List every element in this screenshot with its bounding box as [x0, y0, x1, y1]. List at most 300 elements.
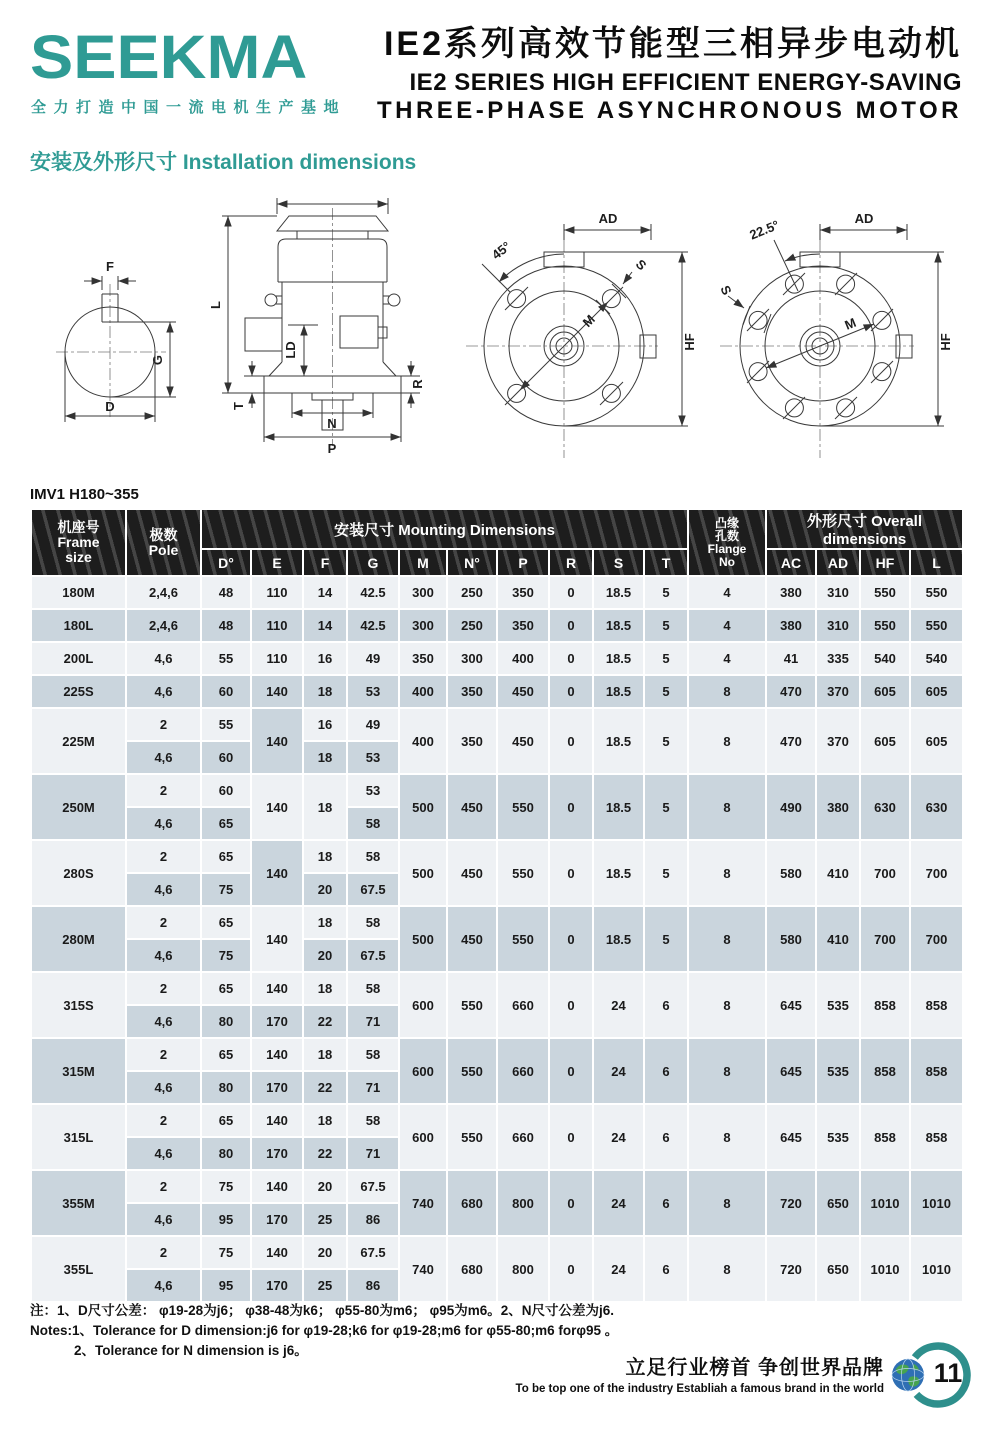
- shared-dim-cell: 24: [593, 1104, 644, 1170]
- dim-cell-g: 49: [347, 708, 399, 741]
- shared-dim-cell: 8: [688, 774, 766, 840]
- shared-dim-cell: 18.5: [593, 675, 644, 708]
- frame-size-cell: 200L: [31, 642, 126, 675]
- shaft-end-diagram: [38, 252, 188, 437]
- table-body: [31, 576, 963, 1302]
- dim-cell-f: 16: [303, 642, 347, 675]
- dim-cell-g: 67.5: [347, 873, 399, 906]
- shared-dim-cell: 740: [399, 1236, 447, 1302]
- shared-dim-cell: 0: [549, 972, 593, 1038]
- shared-dim-cell: 370: [816, 708, 860, 774]
- col-header-g: G: [347, 549, 399, 576]
- dim-label-r: R: [410, 379, 425, 389]
- shared-dim-cell: 18.5: [593, 906, 644, 972]
- dim-cell-g: 53: [347, 741, 399, 774]
- col-header-frame-size: 机座号 Frame size: [31, 509, 126, 576]
- shared-dim-cell: 535: [816, 1104, 860, 1170]
- frame-size-cell: 355M: [31, 1170, 126, 1236]
- shared-dim-cell: 400: [497, 642, 549, 675]
- shared-dim-cell: 550: [497, 906, 549, 972]
- dim-cell-d: 65: [201, 840, 251, 873]
- pole-cell: 2: [126, 840, 201, 873]
- shared-dim-cell: 858: [860, 972, 910, 1038]
- col-header-s: S: [593, 549, 644, 576]
- shared-dim-cell: 300: [399, 576, 447, 609]
- pole-cell: 2: [126, 1236, 201, 1269]
- dim-cell-g: 58: [347, 906, 399, 939]
- shared-dim-cell: 410: [816, 840, 860, 906]
- shared-dim-cell: 8: [688, 1104, 766, 1170]
- col-header-ac: AC: [766, 549, 816, 576]
- shared-dim-cell: 470: [766, 708, 816, 774]
- dim-cell-e: 140: [251, 1038, 303, 1071]
- shared-dim-cell: 550: [447, 1038, 497, 1104]
- dim-label-d: D: [105, 399, 115, 414]
- dim-label-s: S: [632, 256, 650, 274]
- shared-dim-cell: 700: [860, 840, 910, 906]
- shared-dim-cell: 8: [688, 1236, 766, 1302]
- frame-size-cell: 225S: [31, 675, 126, 708]
- dim-cell-f: 18: [303, 840, 347, 873]
- col-header-p: P: [497, 549, 549, 576]
- shared-dim-cell: 550: [447, 972, 497, 1038]
- page-number: 11: [933, 1358, 963, 1388]
- shared-dim-cell: 18.5: [593, 774, 644, 840]
- shared-dim-cell: 380: [766, 576, 816, 609]
- frame-size-cell: 315M: [31, 1038, 126, 1104]
- shared-dim-cell: 600: [399, 972, 447, 1038]
- shared-dim-cell: 8: [688, 906, 766, 972]
- shared-dim-cell: 4: [688, 642, 766, 675]
- dim-label-ad: AD: [598, 211, 618, 226]
- shared-dim-cell: 550: [497, 840, 549, 906]
- shared-dim-cell: 250: [447, 609, 497, 642]
- shared-dim-cell: 500: [399, 840, 447, 906]
- shared-dim-cell: 0: [549, 1038, 593, 1104]
- dim-cell-f: 18: [303, 1038, 347, 1071]
- shared-dim-cell: 0: [549, 774, 593, 840]
- dim-cell-g: 71: [347, 1071, 399, 1104]
- shared-dim-cell: 5: [644, 675, 688, 708]
- col-header-e: E: [251, 549, 303, 576]
- pole-cell: 2: [126, 708, 201, 741]
- dim-cell-f: 18: [303, 675, 347, 708]
- shared-dim-cell: 1010: [860, 1170, 910, 1236]
- pole-cell: 2,4,6: [126, 609, 201, 642]
- frame-size-cell: 180L: [31, 609, 126, 642]
- dim-cell-g: 53: [347, 774, 399, 807]
- shared-dim-cell: 800: [497, 1170, 549, 1236]
- company-tagline: 全力打造中国一流电机生产基地: [31, 99, 347, 116]
- dim-cell-g: 49: [347, 642, 399, 675]
- shared-dim-cell: 18.5: [593, 642, 644, 675]
- shared-dim-cell: 350: [447, 675, 497, 708]
- shared-dim-cell: 380: [816, 774, 860, 840]
- shared-dim-cell: 1010: [860, 1236, 910, 1302]
- table-row-315m-1: [31, 1038, 963, 1071]
- table-row-280m-1: [31, 906, 963, 939]
- shared-dim-cell: 4: [688, 576, 766, 609]
- shared-dim-cell: 8: [688, 675, 766, 708]
- pole-cell: 2: [126, 1104, 201, 1137]
- company-logo: SEEKMA: [30, 23, 308, 92]
- shared-dim-cell: 310: [816, 576, 860, 609]
- page-title: [377, 16, 962, 125]
- table-row-315l-1: [31, 1104, 963, 1137]
- dim-cell-f: 16: [303, 708, 347, 741]
- shared-dim-cell: 605: [910, 675, 963, 708]
- pole-cell: 2: [126, 1170, 201, 1203]
- dim-cell-f: 25: [303, 1203, 347, 1236]
- dim-label-t: T: [231, 402, 246, 410]
- dim-cell-g: 58: [347, 1038, 399, 1071]
- frame-size-cell: 180M: [31, 576, 126, 609]
- dim-cell-e: 140: [251, 774, 303, 840]
- shared-dim-cell: 24: [593, 1170, 644, 1236]
- frame-size-cell: 315S: [31, 972, 126, 1038]
- shared-dim-cell: 740: [399, 1170, 447, 1236]
- shared-dim-cell: 720: [766, 1170, 816, 1236]
- shared-dim-cell: 450: [497, 675, 549, 708]
- shared-dim-cell: 800: [497, 1236, 549, 1302]
- shared-dim-cell: 350: [447, 708, 497, 774]
- shared-dim-cell: 5: [644, 840, 688, 906]
- pole-cell: 4,6: [126, 1005, 201, 1038]
- shared-dim-cell: 535: [816, 972, 860, 1038]
- shared-dim-cell: 6: [644, 1038, 688, 1104]
- shared-dim-cell: 450: [447, 774, 497, 840]
- dim-cell-d: 75: [201, 873, 251, 906]
- shared-dim-cell: 550: [860, 609, 910, 642]
- table-row-180m: [31, 576, 963, 609]
- dim-cell-d: 65: [201, 972, 251, 1005]
- dim-cell-f: 22: [303, 1005, 347, 1038]
- shared-dim-cell: 18.5: [593, 840, 644, 906]
- pole-cell: 4,6: [126, 807, 201, 840]
- col-header-n: N°: [447, 549, 497, 576]
- dim-cell-d: 60: [201, 774, 251, 807]
- dim-label-ad8: AD: [854, 211, 874, 226]
- pole-cell: 2: [126, 972, 201, 1005]
- dim-cell-f: 20: [303, 939, 347, 972]
- shared-dim-cell: 24: [593, 1038, 644, 1104]
- shared-dim-cell: 550: [910, 576, 963, 609]
- shared-dim-cell: 8: [688, 972, 766, 1038]
- shared-dim-cell: 450: [447, 906, 497, 972]
- col-header-pole: 极数 Pole: [126, 509, 201, 576]
- flange-4hole-diagram: [446, 196, 716, 468]
- shared-dim-cell: 858: [860, 1104, 910, 1170]
- shared-dim-cell: 0: [549, 840, 593, 906]
- dim-cell-e: 170: [251, 1269, 303, 1302]
- shared-dim-cell: 645: [766, 1104, 816, 1170]
- shared-dim-cell: 310: [816, 609, 860, 642]
- shared-dim-cell: 350: [497, 609, 549, 642]
- shared-dim-cell: 700: [860, 906, 910, 972]
- shared-dim-cell: 1010: [910, 1236, 963, 1302]
- shared-dim-cell: 580: [766, 906, 816, 972]
- shared-dim-cell: 0: [549, 642, 593, 675]
- dim-cell-e: 170: [251, 1071, 303, 1104]
- shared-dim-cell: 660: [497, 1104, 549, 1170]
- dim-label-angle-225: 22.5°: [747, 217, 782, 243]
- frame-size-cell: 315L: [31, 1104, 126, 1170]
- shared-dim-cell: 0: [549, 675, 593, 708]
- shared-dim-cell: 0: [549, 576, 593, 609]
- title-chinese: IE2系列高效节能型三相异步电动机: [383, 25, 962, 63]
- col-header-l: L: [910, 549, 963, 576]
- title-english-line2: THREE-PHASE ASYNCHRONOUS MOTOR: [376, 97, 962, 124]
- table-row-355m-1: [31, 1170, 963, 1203]
- frame-size-cell: 355L: [31, 1236, 126, 1302]
- dim-cell-d: 80: [201, 1137, 251, 1170]
- col-header-r: R: [549, 549, 593, 576]
- shared-dim-cell: 0: [549, 1170, 593, 1236]
- shared-dim-cell: 550: [860, 576, 910, 609]
- dim-cell-e: 140: [251, 1104, 303, 1137]
- col-header-t: T: [644, 549, 688, 576]
- shared-dim-cell: 680: [447, 1236, 497, 1302]
- dim-cell-d: 48: [201, 609, 251, 642]
- dim-cell-f: 18: [303, 972, 347, 1005]
- shared-dim-cell: 5: [644, 708, 688, 774]
- shared-dim-cell: 0: [549, 609, 593, 642]
- dim-cell-f: 18: [303, 906, 347, 939]
- table-row-355l-1: [31, 1236, 963, 1269]
- pole-cell: 4,6: [126, 1071, 201, 1104]
- shared-dim-cell: 8: [688, 840, 766, 906]
- dim-cell-d: 75: [201, 1236, 251, 1269]
- shared-dim-cell: 0: [549, 708, 593, 774]
- shared-dim-cell: 5: [644, 609, 688, 642]
- pole-cell: 4,6: [126, 1137, 201, 1170]
- pole-cell: 2: [126, 774, 201, 807]
- pole-cell: 4,6: [126, 1203, 201, 1236]
- shared-dim-cell: 300: [399, 609, 447, 642]
- dim-cell-e: 140: [251, 840, 303, 906]
- shared-dim-cell: 605: [910, 708, 963, 774]
- shared-dim-cell: 580: [766, 840, 816, 906]
- shared-dim-cell: 5: [644, 576, 688, 609]
- dim-cell-e: 140: [251, 972, 303, 1005]
- footer-slogan-english: To be top one of the industry Establiah a famous brand in the world: [515, 1383, 884, 1395]
- pole-cell: 4,6: [126, 1269, 201, 1302]
- table-header: [31, 509, 963, 576]
- pole-cell: 2,4,6: [126, 576, 201, 609]
- section-title: 安装及外形尺寸 Installation dimensions: [30, 151, 417, 174]
- dim-cell-d: 65: [201, 1104, 251, 1137]
- dim-label-s8: S: [717, 282, 735, 298]
- dim-label-hf8: HF: [938, 333, 953, 351]
- shared-dim-cell: 700: [910, 840, 963, 906]
- shared-dim-cell: 680: [447, 1170, 497, 1236]
- note-line-1: 注：1、D尺寸公差： φ19-28为j6； φ38-48为k6； φ55-80为m6； φ95为m6。2、N尺寸公差为j6.: [30, 1303, 615, 1318]
- pole-cell: 4,6: [126, 939, 201, 972]
- shared-dim-cell: 8: [688, 1170, 766, 1236]
- shared-dim-cell: 550: [497, 774, 549, 840]
- shared-dim-cell: 600: [399, 1104, 447, 1170]
- shared-dim-cell: 500: [399, 774, 447, 840]
- dim-cell-f: 22: [303, 1137, 347, 1170]
- table-variant-label: IMV1 H180~355: [30, 486, 139, 503]
- dim-label-ld: LD: [283, 341, 298, 359]
- shared-dim-cell: 550: [447, 1104, 497, 1170]
- shared-dim-cell: 858: [910, 1038, 963, 1104]
- shared-dim-cell: 720: [766, 1236, 816, 1302]
- dim-cell-d: 60: [201, 675, 251, 708]
- dim-cell-f: 20: [303, 873, 347, 906]
- shared-dim-cell: 24: [593, 972, 644, 1038]
- dim-cell-g: 71: [347, 1005, 399, 1038]
- shared-dim-cell: 18.5: [593, 708, 644, 774]
- dim-cell-f: 18: [303, 774, 347, 840]
- dim-cell-d: 65: [201, 906, 251, 939]
- shared-dim-cell: 500: [399, 906, 447, 972]
- table-row-225m-1: [31, 708, 963, 741]
- frame-size-cell: 225M: [31, 708, 126, 774]
- shared-dim-cell: 335: [816, 642, 860, 675]
- shared-dim-cell: 8: [688, 708, 766, 774]
- shared-dim-cell: 8: [688, 1038, 766, 1104]
- dim-cell-e: 170: [251, 1137, 303, 1170]
- dim-cell-g: 67.5: [347, 1170, 399, 1203]
- dim-cell-f: 20: [303, 1236, 347, 1269]
- col-header-flange-no: 凸缘 孔数 Flange No: [688, 509, 766, 576]
- dim-cell-d: 65: [201, 807, 251, 840]
- shared-dim-cell: 450: [497, 708, 549, 774]
- frame-size-cell: 280S: [31, 840, 126, 906]
- dim-cell-e: 140: [251, 708, 303, 774]
- col-header-d: D°: [201, 549, 251, 576]
- shared-dim-cell: 605: [860, 675, 910, 708]
- shared-dim-cell: 605: [860, 708, 910, 774]
- dim-cell-e: 140: [251, 675, 303, 708]
- dimensions-table: [30, 508, 964, 1303]
- dim-cell-f: 25: [303, 1269, 347, 1302]
- shared-dim-cell: 858: [910, 1104, 963, 1170]
- shared-dim-cell: 300: [447, 642, 497, 675]
- dim-cell-d: 80: [201, 1005, 251, 1038]
- dim-cell-g: 42.5: [347, 576, 399, 609]
- dim-cell-g: 86: [347, 1203, 399, 1236]
- pole-cell: 4,6: [126, 642, 201, 675]
- dim-cell-g: 58: [347, 1104, 399, 1137]
- pole-cell: 2: [126, 906, 201, 939]
- col-header-overall-dimensions: 外形尺寸 Overall dimensions: [766, 509, 963, 549]
- dim-cell-f: 18: [303, 1104, 347, 1137]
- dim-cell-f: 20: [303, 1170, 347, 1203]
- technical-drawings: [0, 182, 990, 477]
- dim-cell-g: 53: [347, 675, 399, 708]
- dim-label-f: F: [106, 259, 114, 274]
- shared-dim-cell: 0: [549, 1236, 593, 1302]
- note-line-3: 2、Tolerance for N dimension is j6。: [74, 1343, 308, 1358]
- pole-cell: 4,6: [126, 741, 201, 774]
- shared-dim-cell: 380: [766, 609, 816, 642]
- dim-cell-e: 110: [251, 609, 303, 642]
- shared-dim-cell: 645: [766, 972, 816, 1038]
- dim-cell-d: 60: [201, 741, 251, 774]
- dim-cell-f: 14: [303, 576, 347, 609]
- dim-cell-d: 65: [201, 1038, 251, 1071]
- table-row-280s-1: [31, 840, 963, 873]
- dim-cell-e: 170: [251, 1005, 303, 1038]
- dim-cell-g: 58: [347, 840, 399, 873]
- shared-dim-cell: 550: [910, 609, 963, 642]
- shared-dim-cell: 858: [910, 972, 963, 1038]
- shared-dim-cell: 540: [910, 642, 963, 675]
- shared-dim-cell: 6: [644, 972, 688, 1038]
- dim-cell-g: 42.5: [347, 609, 399, 642]
- shared-dim-cell: 630: [860, 774, 910, 840]
- title-english-line1: IE2 SERIES HIGH EFFICIENT ENERGY-SAVING: [409, 69, 962, 96]
- dim-label-n: N: [327, 416, 337, 431]
- dim-cell-f: 22: [303, 1071, 347, 1104]
- shared-dim-cell: 450: [447, 840, 497, 906]
- dim-cell-g: 58: [347, 972, 399, 1005]
- shared-dim-cell: 400: [399, 675, 447, 708]
- shared-dim-cell: 41: [766, 642, 816, 675]
- dim-label-l: L: [208, 301, 223, 309]
- shared-dim-cell: 6: [644, 1104, 688, 1170]
- dim-cell-e: 140: [251, 1236, 303, 1269]
- dim-cell-e: 140: [251, 906, 303, 972]
- table-row-225s: [31, 675, 963, 708]
- globe-icon: [890, 1357, 926, 1393]
- dim-cell-g: 67.5: [347, 939, 399, 972]
- shared-dim-cell: 6: [644, 1236, 688, 1302]
- dim-cell-d: 75: [201, 939, 251, 972]
- dim-label-p: P: [327, 441, 337, 456]
- dim-label-angle-45: 45°: [488, 238, 514, 263]
- pole-cell: 4,6: [126, 873, 201, 906]
- shared-dim-cell: 1010: [910, 1170, 963, 1236]
- dim-cell-e: 110: [251, 576, 303, 609]
- page-number-badge: [890, 1337, 976, 1417]
- shared-dim-cell: 600: [399, 1038, 447, 1104]
- shared-dim-cell: 6: [644, 1170, 688, 1236]
- col-header-m: M: [399, 549, 447, 576]
- pole-cell: 4,6: [126, 675, 201, 708]
- table-row-315s-1: [31, 972, 963, 1005]
- shared-dim-cell: 24: [593, 1236, 644, 1302]
- dim-label-hf: HF: [682, 333, 697, 351]
- shared-dim-cell: 700: [910, 906, 963, 972]
- col-header-hf: HF: [860, 549, 910, 576]
- shared-dim-cell: 4: [688, 609, 766, 642]
- table-row-200l: [31, 642, 963, 675]
- pole-cell: 2: [126, 1038, 201, 1071]
- dim-label-m: M: [579, 311, 598, 330]
- shared-dim-cell: 858: [860, 1038, 910, 1104]
- shared-dim-cell: 350: [399, 642, 447, 675]
- shared-dim-cell: 5: [644, 774, 688, 840]
- dim-cell-g: 71: [347, 1137, 399, 1170]
- dim-cell-f: 18: [303, 741, 347, 774]
- shared-dim-cell: 0: [549, 1104, 593, 1170]
- shared-dim-cell: 5: [644, 642, 688, 675]
- col-header-ad: AD: [816, 549, 860, 576]
- col-header-mounting-dimensions: 安装尺寸 Mounting Dimensions: [201, 509, 688, 549]
- dim-cell-g: 67.5: [347, 1236, 399, 1269]
- shared-dim-cell: 370: [816, 675, 860, 708]
- dim-cell-d: 95: [201, 1269, 251, 1302]
- note-line-2: Notes:1、Tolerance for D dimension:j6 for φ19-28;k6 for φ19-28;m6 for φ55-80;m6 forφ95 。: [30, 1323, 619, 1338]
- col-header-f: F: [303, 549, 347, 576]
- footer-slogan: [516, 1351, 884, 1395]
- dim-label-g: G: [150, 354, 165, 366]
- shared-dim-cell: 350: [497, 576, 549, 609]
